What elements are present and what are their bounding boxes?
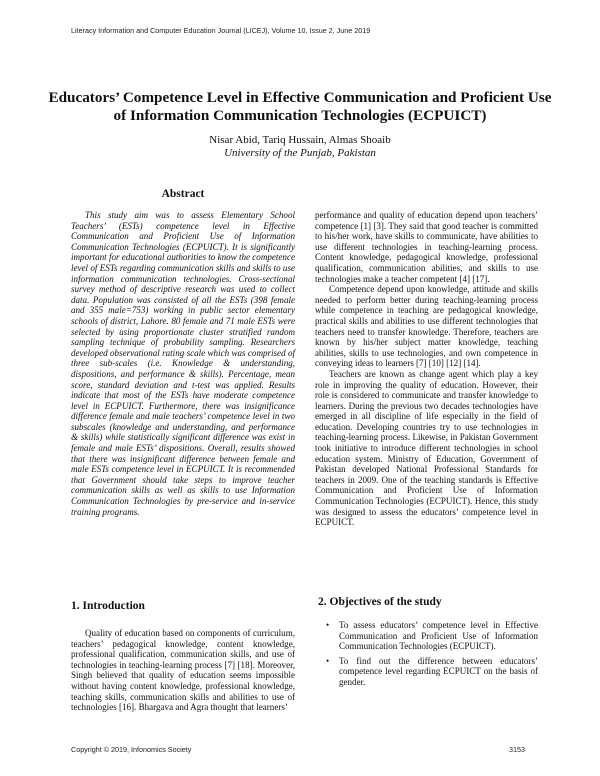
bullet-icon: •: [326, 655, 330, 666]
abstract-body: [71, 210, 295, 517]
abstract-text: This study aim was to assess Elementary School Teachers’ (ESTs) competence level in Effective Communication and Proficient Use of Information Communication Technologies (ECPUICT). It is significantly important for educational authorities to know the competence level of ESTs regarding communication skills and skills to use information communication technologies. Cross-sectional survey method of descriptive research was used to collect data. Population was consisted of all the ESTs (398 female and 355 male=753) working in public sector elementary schools of district, Lahore. 80 female and 71 male ESTs were selected by using proportionate cluster stratified random sampling technique of probability sampling. Researchers developed observational rating scale which was comprised of three sub-scales (i.e. Knowledge & understanding, dispositions, and performance & skills). Percentage, mean score, standard deviation and t-test was applied. Results indicate that most of the ESTs have moderate competence level in ECPUICT. Furthermore, there was insignificance difference female and male teachers’ competence level in two subscales (knowledge and understanding, and performance & skills) while statistically significant difference was exist in female and male ESTs’ dispositions. Overall, results showed that there was insignificant difference between female and male ESTs competence level in ECPUICT. It is recommended that Government should take steps to improve teacher communication skills as well as skills to use Information Communication Technologies by pre-service and in-service training programs.: [71, 210, 295, 517]
page-number: 3153: [509, 745, 525, 754]
introduction-body: [71, 628, 295, 713]
list-item: [315, 656, 538, 688]
abstract-heading: Abstract: [161, 188, 205, 200]
bullet-icon: •: [326, 620, 330, 630]
objectives-heading: 2. Objectives of the study: [318, 596, 442, 608]
paper-title: [40, 89, 560, 125]
journal-header: Literacy Information and Computer Education Journal (LICEJ), Volume 10, Issue 2, June 2019: [71, 26, 371, 35]
objective-text: To assess educators’ competence level in Effective Communication and Proficient Use of Information Communication Technologies (ECPUICT).: [339, 620, 538, 652]
introduction-heading: 1. Introduction: [71, 600, 145, 612]
objective-text: To find out the difference between educators’ competence level regarding ECPUICT on the basis of gender.: [339, 655, 538, 687]
title-line-2: of Information Communication Technologies (ECPUICT): [113, 107, 487, 124]
introduction-text: Quality of education based on components of curriculum, teachers’ pedagogical knowledge, content knowledge, professional qualification, communication skills, and use of technologies in teaching-learning process [7] [18]. Moreover, Singh believed that quality of education seems impossible without having content knowledge, professional knowledge, teaching skills, communication skills and abilities to use of technologies [16]. Bhargava and Agra thought that learners’: [71, 628, 295, 713]
right-paragraph-1: performance and quality of education depend upon teachers’ competence [1] [3]. They said that good teacher is committed to his/her work, have skills to communicate, have abilities to use different technologies in teaching-learning process. Content knowledge, pedagogical knowledge, professional qualification, communication abilities, and skills to use technologies make a teacher competent [4] [17].: [315, 210, 538, 284]
right-paragraph-2: Competence depend upon knowledge, attitude and skills needed to perform better during teaching-learning process while competence in teaching are pedagogical knowledge, practical skills and abilities to use different technologies that teachers need to transfer knowledge. Therefore, teachers are known by his/her subject matter knowledge, teaching abilities, skills to use technologies, and own competence in conveying ideas to learners [7] [10] [12] [14].: [315, 284, 538, 369]
list-item: [315, 620, 538, 652]
copyright-footer: Copyright © 2019, Infonomics Society: [71, 745, 192, 754]
authors: Nisar Abid, Tariq Hussain, Almas Shoaib: [209, 134, 391, 146]
affiliation: University of the Punjab, Pakistan: [224, 147, 376, 159]
right-column-body: [315, 210, 538, 528]
objectives-list: [315, 620, 538, 692]
title-line-1: Educators’ Competence Level in Effective Communication and Proficient Use: [48, 89, 552, 106]
right-paragraph-3: Teachers are known as change agent which play a key role in improving the quality of education. However, their role is considered to communicate and transfer knowledge to learners. During the previous two decades technologies have emerged in all discipline of life especially in the field of education. Developing countries try to use technologies in teaching-learning process. Likewise, in Pakistan Government took initiative to introduce different technologies in school education system. Ministry of Education, Government of Pakistan developed National Professional Standards for teachers in 2009. One of the teaching standards is Effective Communication and Proficient Use of Information Communication Technologies (ECPUICT). Hence, this study was designed to assess the educators’ competence level in ECPUICT.: [315, 368, 538, 528]
